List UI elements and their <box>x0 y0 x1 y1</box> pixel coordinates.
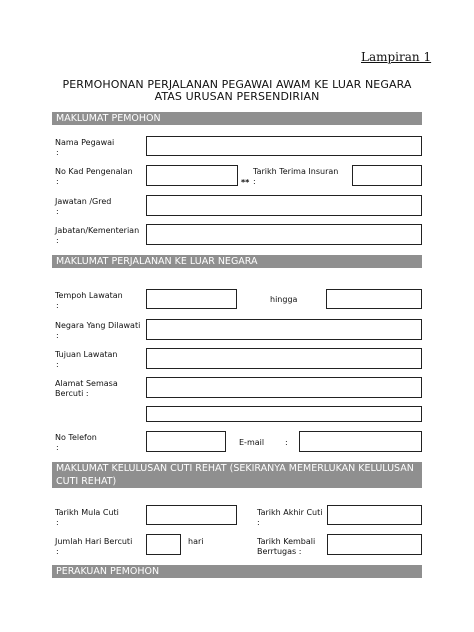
tarikh-insuran-label: Tarikh Terima Insuran <box>253 167 339 176</box>
tarikh-insuran-colon: : <box>253 177 256 186</box>
form-title-line2: ATAS URUSAN PERSENDIRIAN <box>154 90 320 103</box>
mula-cuti-label: Tarikh Mula Cuti <box>55 508 119 517</box>
jabatan-field[interactable] <box>146 224 422 245</box>
no-kad-colon: : <box>56 177 59 186</box>
tempoh-akhir-field[interactable] <box>326 289 422 309</box>
nama-colon: : <box>56 148 59 157</box>
asterisk-note: ** <box>241 178 250 187</box>
tempoh-mula-field[interactable] <box>146 289 237 309</box>
jumlah-hari-colon: : <box>56 547 59 556</box>
tujuan-field[interactable] <box>146 348 422 369</box>
tempoh-label: Tempoh Lawatan <box>55 291 123 300</box>
tempoh-colon: : <box>56 301 59 310</box>
telefon-label: No Telefon <box>55 433 97 442</box>
email-colon: : <box>285 438 288 447</box>
lampiran-label: Lampiran 1 <box>361 50 432 64</box>
telefon-field[interactable] <box>146 431 226 452</box>
hari-label: hari <box>188 537 204 546</box>
jabatan-colon: : <box>56 236 59 245</box>
hingga-label: hingga <box>270 295 298 304</box>
email-label: E-mail <box>239 438 265 447</box>
kelulusan-line1: MAKLUMAT KELULUSAN CUTI REHAT (SEKIRANYA MEMERLUKAN KELULUSAN <box>56 463 414 474</box>
negara-field[interactable] <box>146 319 422 340</box>
section-kelulusan-cuti <box>52 462 422 488</box>
no-kad-label: No Kad Pengenalan <box>55 167 133 176</box>
alamat-label-line1: Alamat Semasa <box>55 379 118 388</box>
jumlah-hari-label: Jumlah Hari Bercuti <box>55 537 133 546</box>
alamat-label-line2: Bercuti : <box>55 389 89 398</box>
jawatan-label: Jawatan /Gred <box>55 197 112 206</box>
mula-cuti-colon: : <box>56 518 59 527</box>
jumlah-hari-field[interactable] <box>146 534 181 555</box>
tujuan-label: Tujuan Lawatan <box>55 350 118 359</box>
akhir-cuti-field[interactable] <box>327 505 422 525</box>
akhir-cuti-colon: : <box>257 518 260 527</box>
nama-field[interactable] <box>146 136 422 156</box>
negara-label: Negara Yang Dilawati <box>55 321 141 330</box>
akhir-cuti-label: Tarikh Akhir Cuti <box>257 508 323 517</box>
nama-label: Nama Pegawai <box>55 138 115 147</box>
jabatan-label: Jabatan/Kementerian <box>55 226 140 235</box>
kembali-label-line2: Berrtugas : <box>257 547 302 556</box>
alamat-field-line2[interactable] <box>146 406 422 422</box>
tarikh-insuran-field[interactable] <box>352 165 422 186</box>
tujuan-colon: : <box>56 360 59 369</box>
section-perakuan-pemohon: PERAKUAN PEMOHON <box>52 565 422 578</box>
negara-colon: : <box>56 331 59 340</box>
email-field[interactable] <box>299 431 422 452</box>
form-title-line1: PERMOHONAN PERJALANAN PEGAWAI AWAM KE LUAR NEGARA <box>62 78 412 91</box>
telefon-colon: : <box>56 443 59 452</box>
section-maklumat-perjalanan: MAKLUMAT PERJALANAN KE LUAR NEGARA <box>52 255 422 268</box>
mula-cuti-field[interactable] <box>146 505 237 525</box>
kembali-label-line1: Tarikh Kembali <box>257 537 316 546</box>
kembali-field[interactable] <box>327 534 422 555</box>
alamat-field-line1[interactable] <box>146 377 422 398</box>
kelulusan-line2: CUTI REHAT) <box>56 476 117 487</box>
no-kad-field[interactable] <box>146 165 238 186</box>
jawatan-field[interactable] <box>146 195 422 216</box>
jawatan-colon: : <box>56 207 59 216</box>
section-maklumat-pemohon: MAKLUMAT PEMOHON <box>52 112 422 125</box>
